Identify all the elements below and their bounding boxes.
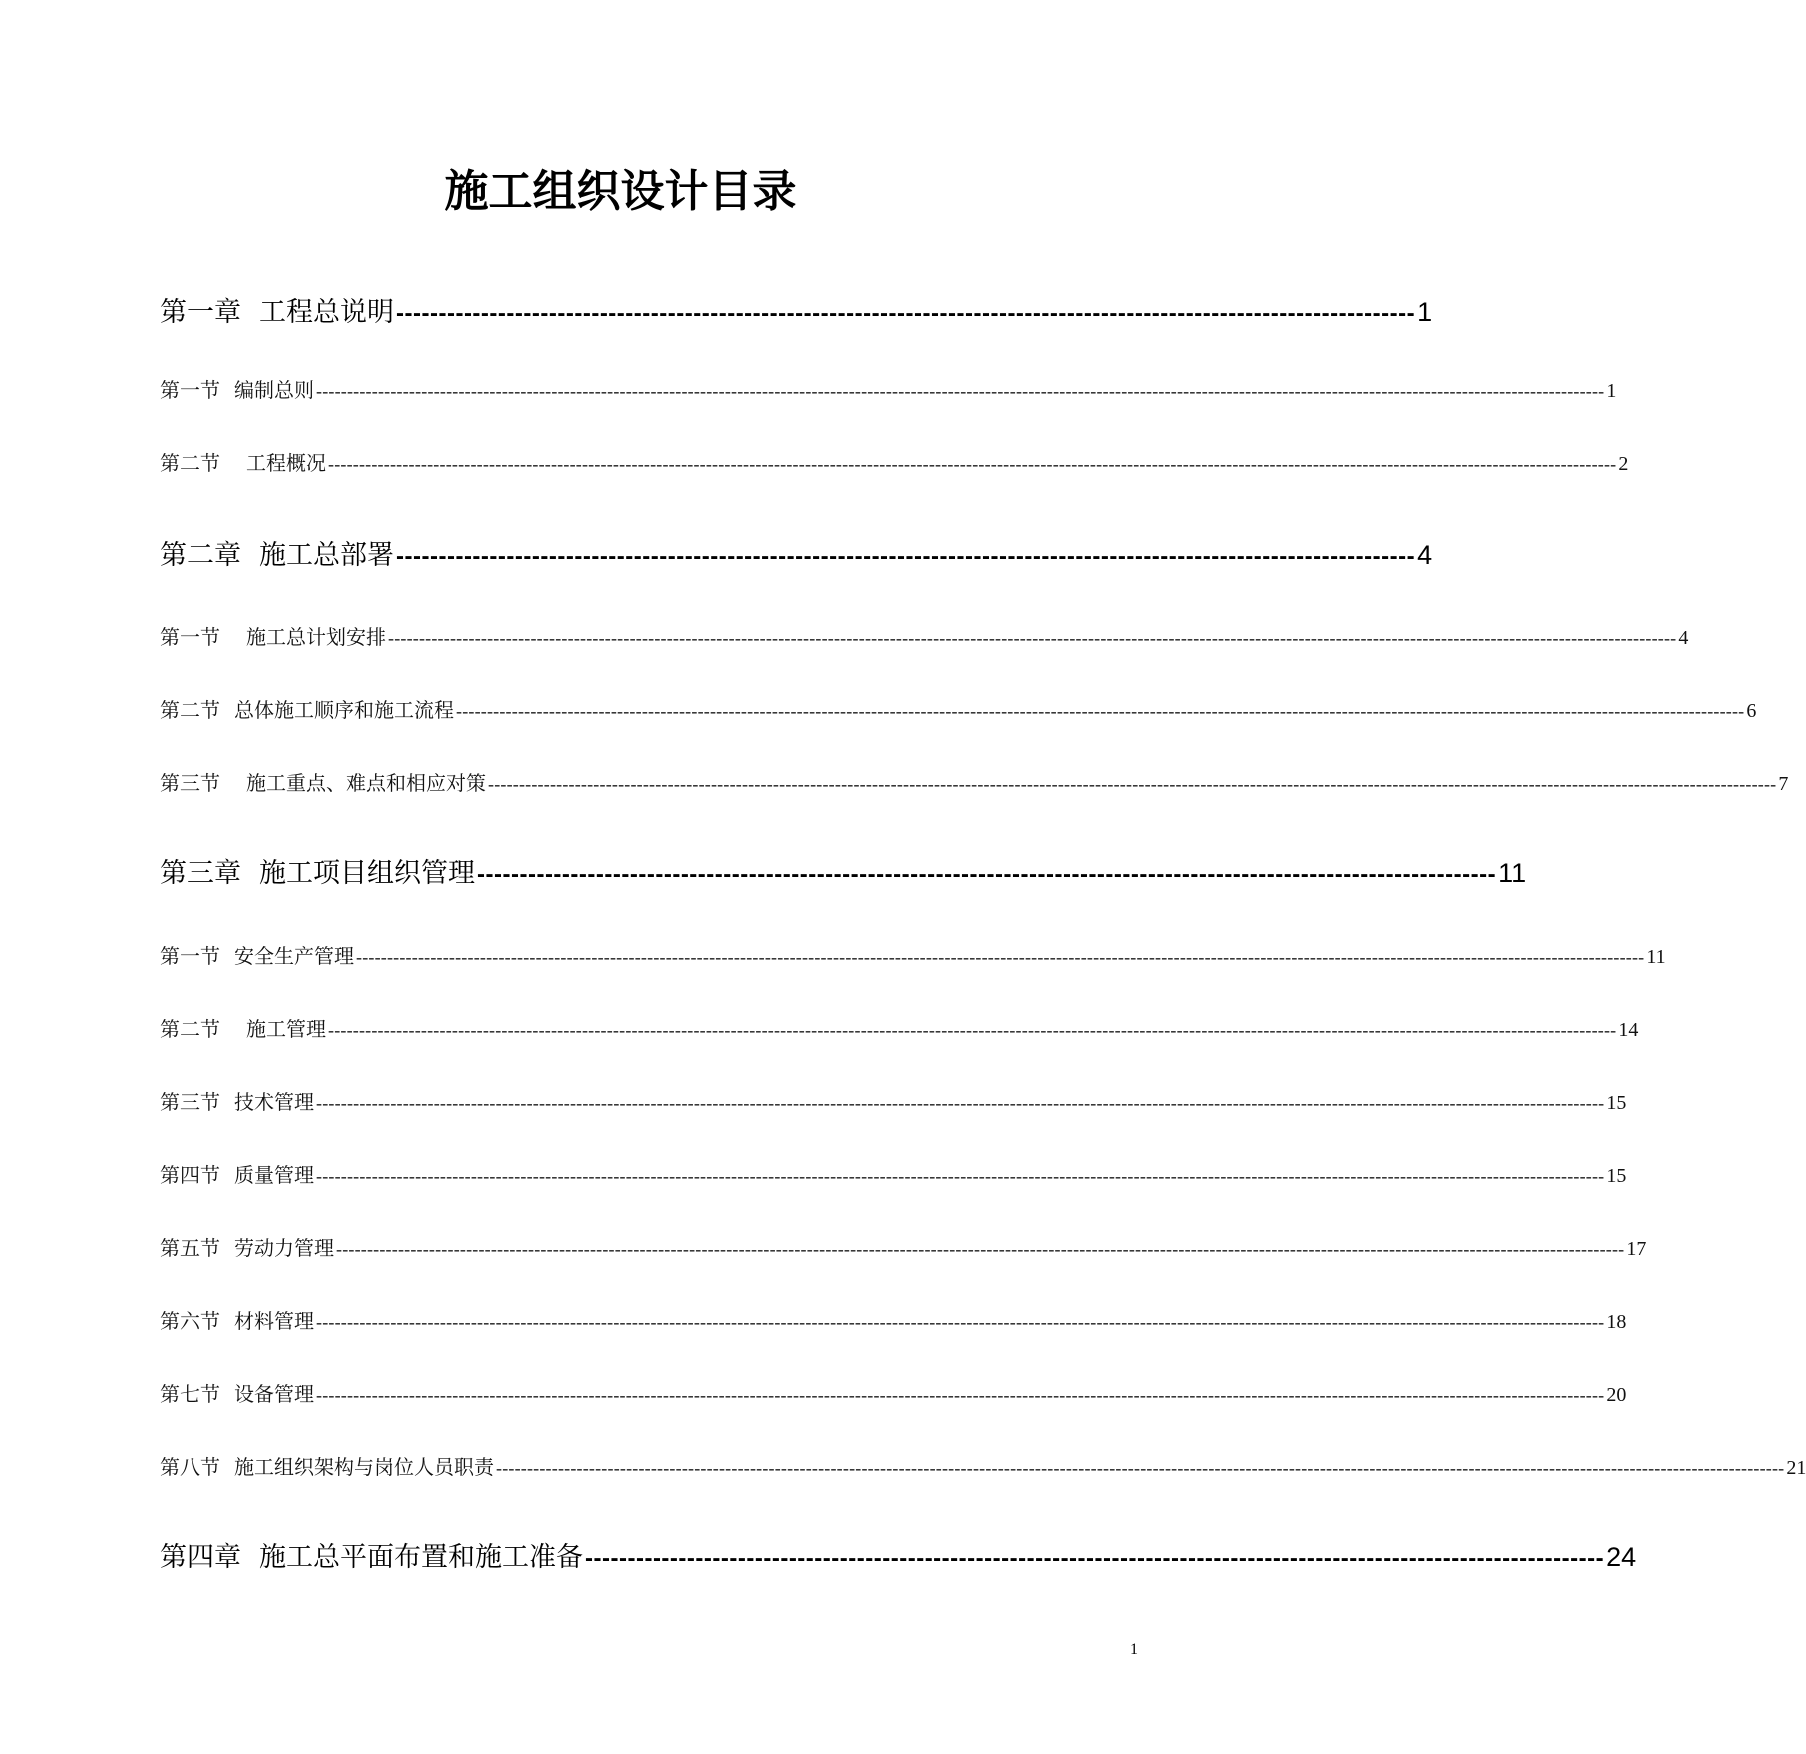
dot-leader: ----------------------------------------------------------------------------------------------------------------------------------------------------------------------------------------------------------------	[316, 1385, 1605, 1405]
toc-entry-number: 第一节	[160, 625, 220, 649]
toc-section-1-1[interactable]	[160, 374, 1617, 406]
toc-entry-page: 18	[1606, 1311, 1627, 1333]
toc-entry-title: 施工重点、难点和相应对策	[246, 771, 486, 795]
toc-entry-title: 材料管理	[234, 1309, 314, 1333]
toc-entry-page: 17	[1626, 1238, 1647, 1260]
toc-entry-number: 第二节	[160, 1017, 220, 1041]
toc-entry-number: 第一章	[160, 297, 241, 328]
toc-entry-title: 施工组织架构与岗位人员职责	[234, 1455, 494, 1479]
toc-section-2-3[interactable]	[160, 767, 1789, 799]
toc-entry-number: 第八节	[160, 1455, 220, 1479]
dot-leader: ------------------------------------------------------------------------------------------------------------------------	[396, 543, 1416, 570]
toc-entry-title: 质量管理	[234, 1163, 314, 1187]
toc-entry-number: 第五节	[160, 1236, 220, 1260]
toc-chapter-4[interactable]	[160, 1537, 1637, 1577]
toc-entry-page: 1	[1606, 380, 1617, 402]
toc-entry-number: 第二节	[160, 451, 220, 475]
toc-entry-number: 第一节	[160, 944, 220, 968]
page-title: 施工组织设计目录	[444, 166, 797, 217]
toc-entry-title: 施工项目组织管理	[259, 858, 475, 889]
toc-entry-page: 15	[1606, 1092, 1627, 1114]
toc-entry-page: 11	[1498, 858, 1527, 888]
toc-chapter-3[interactable]	[160, 853, 1527, 893]
toc-section-2-1[interactable]	[160, 621, 1689, 653]
toc-entry-page: 21	[1786, 1457, 1806, 1479]
dot-leader: ------------------------------------------------------------------------------------------------------------------------	[477, 861, 1497, 888]
toc-entry-page: 7	[1778, 773, 1789, 795]
toc-entry-page: 15	[1606, 1165, 1627, 1187]
toc-section-3-4[interactable]	[160, 1159, 1627, 1191]
toc-section-3-3[interactable]	[160, 1086, 1627, 1118]
toc-entry-number: 第六节	[160, 1309, 220, 1333]
toc-entry-page: 14	[1618, 1019, 1639, 1041]
dot-leader: ----------------------------------------------------------------------------------------------------------------------------------------------------------------------------------------------------------------	[496, 1458, 1785, 1478]
dot-leader: ------------------------------------------------------------------------------------------------------------------------	[396, 300, 1416, 327]
toc-chapter-1[interactable]	[160, 292, 1433, 332]
toc-entry-title: 工程概况	[246, 451, 326, 475]
page-number: 1	[1130, 1641, 1138, 1658]
toc-section-3-2[interactable]	[160, 1013, 1639, 1045]
dot-leader: ----------------------------------------------------------------------------------------------------------------------------------------------------------------------------------------------------------------	[356, 947, 1645, 967]
toc-entry-number: 第四章	[160, 1542, 241, 1573]
toc-chapter-2[interactable]	[160, 535, 1433, 575]
toc-section-3-7[interactable]	[160, 1378, 1627, 1410]
toc-entry-page: 24	[1606, 1542, 1637, 1572]
toc-entry-number: 第四节	[160, 1163, 220, 1187]
toc-entry-page: 4	[1417, 540, 1433, 570]
dot-leader: ----------------------------------------------------------------------------------------------------------------------------------------------------------------------------------------------------------------	[328, 1020, 1617, 1040]
toc-entry-title: 技术管理	[234, 1090, 314, 1114]
toc-section-3-1[interactable]	[160, 940, 1666, 972]
dot-leader: ----------------------------------------------------------------------------------------------------------------------------------------------------------------------------------------------------------------	[316, 1312, 1605, 1332]
dot-leader: ------------------------------------------------------------------------------------------------------------------------	[585, 1545, 1605, 1572]
toc-entry-number: 第一节	[160, 378, 220, 402]
toc-entry-title: 劳动力管理	[234, 1236, 334, 1260]
toc-entry-number: 第二节	[160, 698, 220, 722]
table-of-contents	[160, 0, 1806, 1754]
toc-section-3-8[interactable]	[160, 1451, 1806, 1483]
toc-section-1-2[interactable]	[160, 447, 1629, 479]
toc-entry-page: 11	[1646, 946, 1666, 968]
toc-entry-page: 1	[1417, 297, 1433, 327]
toc-entry-number: 第三章	[160, 858, 241, 889]
toc-entry-number: 第七节	[160, 1382, 220, 1406]
dot-leader: ----------------------------------------------------------------------------------------------------------------------------------------------------------------------------------------------------------------	[456, 701, 1745, 721]
toc-section-2-2[interactable]	[160, 694, 1757, 726]
toc-section-3-5[interactable]	[160, 1232, 1647, 1264]
toc-section-3-6[interactable]	[160, 1305, 1627, 1337]
toc-entry-title: 工程总说明	[259, 297, 394, 328]
toc-entry-title: 施工管理	[246, 1017, 326, 1041]
toc-entry-title: 编制总则	[234, 378, 314, 402]
dot-leader: ----------------------------------------------------------------------------------------------------------------------------------------------------------------------------------------------------------------	[316, 1093, 1605, 1113]
dot-leader: ----------------------------------------------------------------------------------------------------------------------------------------------------------------------------------------------------------------	[328, 454, 1617, 474]
dot-leader: ----------------------------------------------------------------------------------------------------------------------------------------------------------------------------------------------------------------	[316, 1166, 1605, 1186]
dot-leader: ----------------------------------------------------------------------------------------------------------------------------------------------------------------------------------------------------------------	[388, 628, 1677, 648]
dot-leader: ----------------------------------------------------------------------------------------------------------------------------------------------------------------------------------------------------------------	[488, 774, 1777, 794]
toc-entry-title: 安全生产管理	[234, 944, 354, 968]
toc-entry-title: 施工总部署	[259, 540, 394, 571]
dot-leader: ----------------------------------------------------------------------------------------------------------------------------------------------------------------------------------------------------------------	[316, 381, 1605, 401]
toc-entry-number: 第三节	[160, 1090, 220, 1114]
toc-entry-title: 总体施工顺序和施工流程	[234, 698, 454, 722]
toc-entry-page: 6	[1746, 700, 1757, 722]
toc-entry-title: 施工总平面布置和施工准备	[259, 1542, 583, 1573]
toc-entry-title: 施工总计划安排	[246, 625, 386, 649]
toc-entry-title: 设备管理	[234, 1382, 314, 1406]
toc-entry-number: 第三节	[160, 771, 220, 795]
toc-entry-page: 2	[1618, 453, 1629, 475]
dot-leader: ----------------------------------------------------------------------------------------------------------------------------------------------------------------------------------------------------------------	[336, 1239, 1625, 1259]
toc-entry-page: 4	[1678, 627, 1689, 649]
toc-entry-number: 第二章	[160, 540, 241, 571]
toc-entry-page: 20	[1606, 1384, 1627, 1406]
